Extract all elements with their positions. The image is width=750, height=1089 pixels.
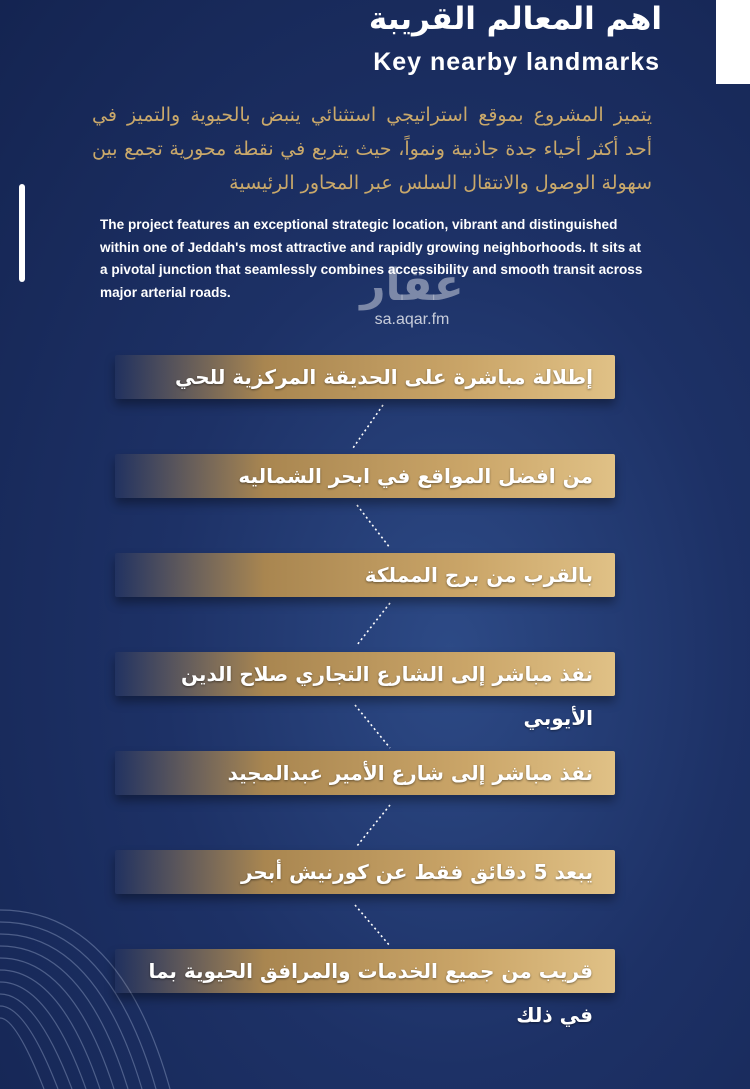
page-title-arabic: اهم المعالم القريبة (368, 1, 662, 37)
landmark-item: بالقرب من برج المملكة (115, 553, 615, 597)
landmark-item: قريب من جميع الخدمات والمرافق الحيوية بما في ذلك (115, 949, 615, 993)
watermark-logo: عقار (360, 260, 464, 311)
landmark-item: إطلالة مباشرة على الحديقة المركزية للحي (115, 355, 615, 399)
connector-5 (357, 805, 390, 846)
watermark-url: sa.aqar.fm (374, 311, 450, 328)
landmark-item: يبعد 5 دقائق فقط عن كورنيش أبحر (115, 850, 615, 894)
connector-3 (357, 603, 390, 645)
intro-paragraph-english: The project features an exceptional strategic location, vibrant and distinguished within one of Jeddah's most attractive and rapidly growing neighborhoods. It sits at a pivotal junction that seamlessly combines accessibility and smooth transit across major arterial roads. (100, 217, 643, 300)
landmark-item: نفذ مباشر إلى شارع الأمير عبدالمجيد (115, 751, 615, 795)
connector-2 (357, 505, 390, 548)
intro-paragraph-arabic: يتميز المشروع بموقع استراتيجي استثنائي ينبض بالحيوية والتميز في أحد أكثر أحياء جدة جاذبية ونمواً، حيث يتربع في نقطة محورية تجمع بين سهولة الوصول والانتقال السلس عبر المحاور الرئيسية (92, 104, 652, 194)
landmark-item: من افضل المواقع في ابحر الشماليه (115, 454, 615, 498)
connector-6 (355, 905, 390, 946)
connector-4 (355, 705, 390, 748)
connector-1 (353, 405, 383, 448)
landmark-item: نفذ مباشر إلى الشارع التجاري صلاح الدين الأيوبي (115, 652, 615, 696)
page-title-english: Key nearby landmarks (373, 48, 660, 76)
